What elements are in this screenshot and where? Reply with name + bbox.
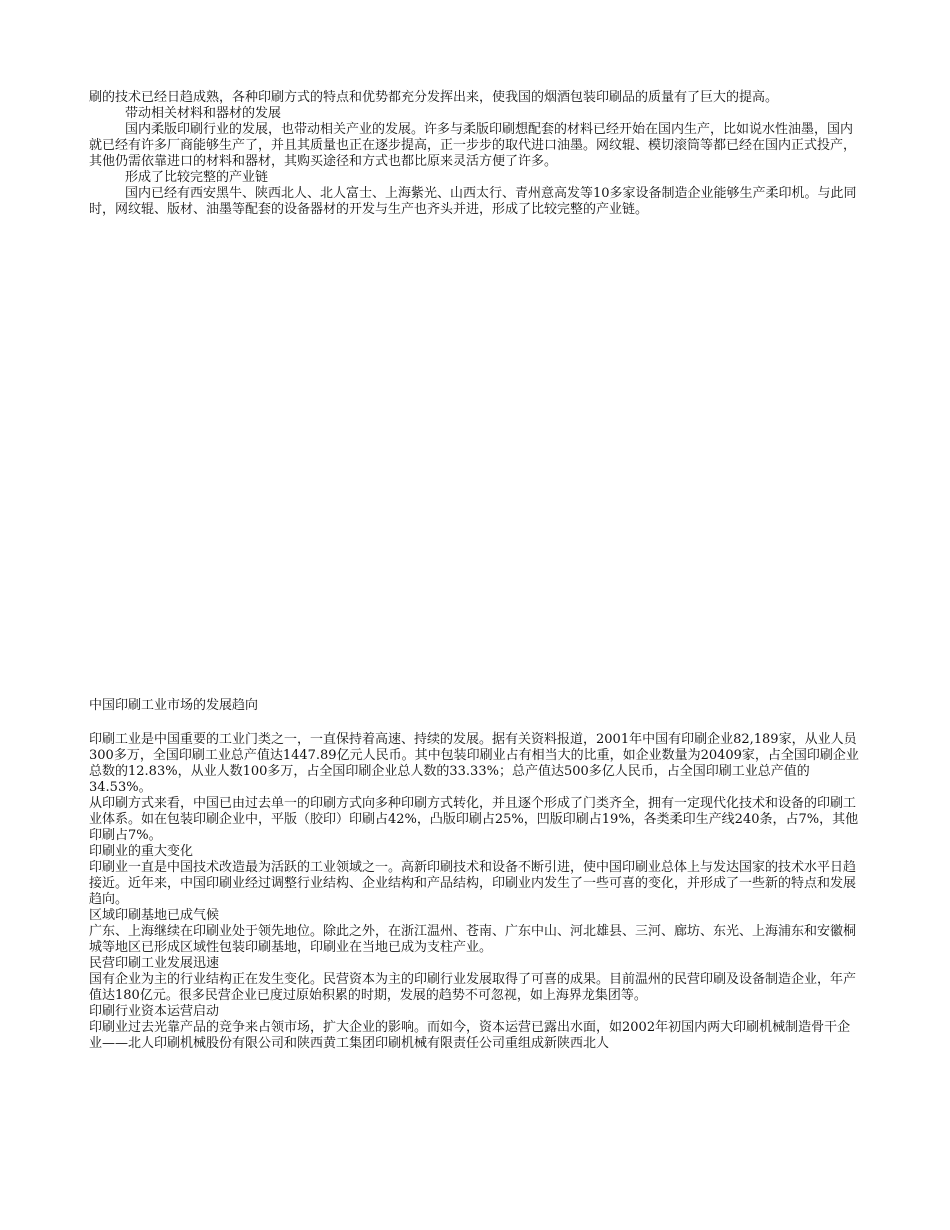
paragraph: 印刷工业是中国重要的工业门类之一，一直保持着高速、持续的发展。据有关资料报道，2001年中国有印刷企业82,189家，从业人员300多万，全国印刷工业总产值达1447.89亿元人民币。其中包装印刷业占有相当大的比重，如企业数量为20409家，占全国印刷企业总数的12.83%，从业人数100多万，占全国印刷企业总人数的33.33%；总产值达500多亿人民币，占全国印刷工业总产值的34.53%。 bbox=[89, 732, 859, 795]
page-title: 中国印刷工业市场的发展趋向 bbox=[89, 698, 259, 713]
paragraph: 印刷业过去光靠产品的竞争来占领市场，扩大企业的影响。而如今，资本运营已露出水面，如2002年初国内两大印刷机械制造骨干企业——北人印刷机械股份有限公司和陕西黄工集团印刷机械有限责任公司重组成新陕西北人 bbox=[89, 1020, 851, 1051]
section-heading: 带动相关材料和器材的发展 bbox=[125, 106, 282, 121]
section-heading: 形成了比较完整的产业链 bbox=[125, 170, 269, 185]
section-heading: 民营印刷工业发展迅速 bbox=[89, 956, 220, 971]
section-heading: 印刷行业资本运营启动 bbox=[89, 1004, 220, 1019]
section-heading: 印刷业的重大变化 bbox=[89, 844, 194, 859]
paragraph: 国内已经有西安黑牛、陕西北人、北人富士、上海紫光、山西太行、青州意高发等10多家设备制造企业能够生产柔印机。与此同时，网纹辊、版材、油墨等配套的设备器材的开发与生产也齐头并进，形成了比较完整的产业链。 bbox=[89, 186, 857, 217]
paragraph: 从印刷方式来看，中国已由过去单一的印刷方式向多种印刷方式转化，并且逐个形成了门类齐全，拥有一定现代化技术和设备的印刷工业体系。如在包装印刷企业中，平版（胶印）印刷占42%，凸版印刷占25%，凹版印刷占19%，各类柔印生产线240条，占7%，其他印刷占7%。 bbox=[89, 796, 859, 843]
spacer bbox=[89, 714, 859, 732]
paragraph: 刷的技术已经日趋成熟，各种印刷方式的特点和优势都充分发挥出来，使我国的烟酒包装印刷品的质量有了巨大的提高。 bbox=[89, 90, 779, 105]
top-section bbox=[89, 90, 859, 218]
bottom-section bbox=[89, 698, 859, 1052]
paragraph: 国内柔版印刷行业的发展，也带动相关产业的发展。许多与柔版印刷想配套的材料已经开始在国内生产，比如说水性油墨，国内就已经有许多厂商能够生产了，并且其质量也正在逐步提高，正一步步的取代进口油墨。网纹辊、模切滚筒等都已经在国内正式投产，其他仍需依靠进口的材料和器材，其购买途径和方式也都比原来灵活方便了许多。 bbox=[89, 122, 857, 169]
paragraph: 国有企业为主的行业结构正在发生变化。民营资本为主的印刷行业发展取得了可喜的成果。目前温州的民营印刷及设备制造企业，年产值达180亿元。很多民营企业已度过原始积累的时期，发展的趋势不可忽视，如上海界龙集团等。 bbox=[89, 972, 857, 1003]
paragraph: 印刷业一直是中国技术改造最为活跃的工业领域之一。高新印刷技术和设备不断引进，使中国印刷业总体上与发达国家的技术水平日趋接近。近年来，中国印刷业经过调整行业结构、企业结构和产品结构，印刷业内发生了一些可喜的变化，并形成了一些新的特点和发展趋向。 bbox=[89, 860, 857, 907]
section-heading: 区域印刷基地已成气候 bbox=[89, 908, 220, 923]
paragraph: 广东、上海继续在印刷业处于领先地位。除此之外，在浙江温州、苍南、广东中山、河北雄县、三河、廊坊、东光、上海浦东和安徽桐城等地区已形成区域性包装印刷基地，印刷业在当地已成为支柱产业。 bbox=[89, 924, 857, 955]
